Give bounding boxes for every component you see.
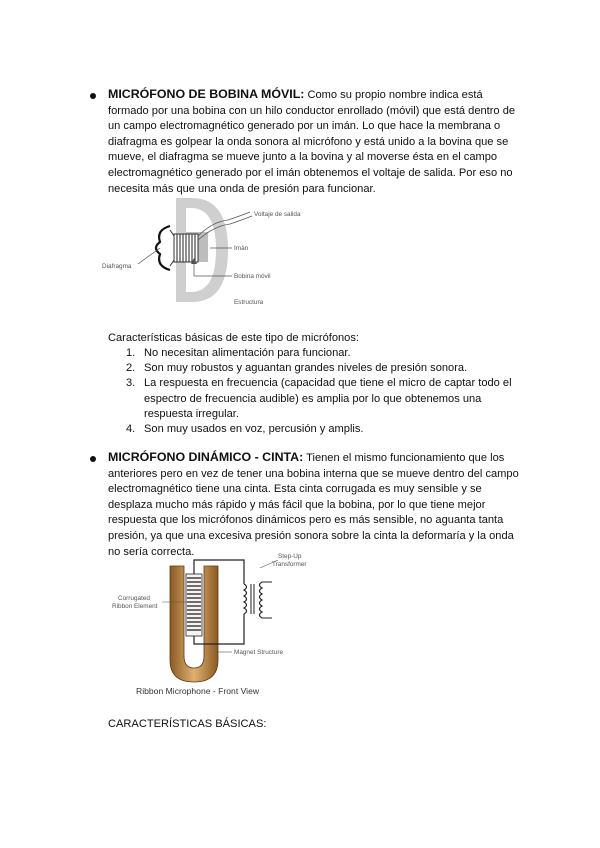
item-number: 2. [126, 362, 136, 375]
item-number: 4. [126, 423, 136, 436]
characteristics-list [108, 346, 528, 437]
ribbon-heading: MICRÓFONO DINÁMICO - CINTA: [108, 450, 304, 464]
moving-coil-diagram [100, 192, 310, 312]
moving-coil-diagram-svg [100, 192, 310, 312]
item-text: Son muy robustos y aguantan grandes niveles de presión sonora. [144, 362, 468, 375]
magnet-label: Imán [234, 245, 249, 252]
ribbon-figure-caption: Ribbon Microphone - Front View [136, 686, 260, 696]
section-moving-coil [92, 87, 522, 197]
item-number: 1. [126, 347, 136, 359]
voltage-output-label: Voltaje de salida [254, 211, 301, 218]
ribbon-diagram [110, 552, 310, 700]
diaphragm-shape [156, 226, 170, 270]
moving-coil-body: Como su propio nombre indica está formado por una bobina con un hilo conductor enrollado (móvil) que está dentro de un campo electromagnético generado por un imán. Lo que hace la membrana o diafragma es golpear la onda sonora al micrófono y está unido a la bovina que se mueve, el diafragma se mueve junto a la bovina y al moverse ésta en el campo electromagnético generado por el imán obtenemos el voltaje de salida. Por eso no necesita más que una onda de presión para funcionar. [108, 89, 516, 195]
item-text: No necesitan alimentación para funcionar. [144, 347, 351, 359]
item-text: La respuesta en frecuencia (capacidad que tiene el micro de captar todo el espectro de frecuencia audible) es amplia por lo que obtenemos una respuesta irregular. [144, 377, 512, 420]
transformer-secondary-coil [260, 582, 263, 618]
characteristics-title: Características básicas de este tipo de micrófonos: [108, 332, 359, 344]
magnet-structure-label: Magnet Structure [234, 649, 284, 656]
characteristic-item [108, 376, 528, 422]
caracteristicas-basicas-title: CARACTERÍSTICAS BÁSICAS: [108, 718, 267, 730]
ribbon-diagram-svg [110, 552, 310, 700]
characteristic-item [108, 422, 528, 437]
diaphragm-label: Diafragma [102, 263, 132, 270]
section-ribbon [92, 450, 522, 560]
bullet-marker [90, 93, 96, 99]
transformer-label: Transformer [272, 561, 307, 568]
characteristic-item [108, 361, 528, 376]
coil-windings [174, 234, 198, 262]
ribbon-body: Tienen el mismo funcionamiento que los anteriores pero en vez de tener una bobina interna que se mueve dentro del campo electromagnético tiene una cinta. Esta cinta corrugada es muy sensible y se desplaza mucho más rápido y más fácil que la bobina, por lo que tiene mejor respuesta que los micrófonos dinámicos pero es más sensible, no aguanta tanta presión, ya que una excesiva presión sonora sobre la cinta la deformaría y la onda no sería correcta. [108, 452, 519, 558]
moving-coil-paragraph [108, 87, 522, 197]
item-number: 3. [126, 377, 136, 390]
step-up-label: Step-Up [278, 553, 302, 560]
bullet-marker [90, 456, 96, 462]
characteristic-item [108, 346, 528, 361]
item-text: Son muy usados en voz, percusión y amplis. [144, 423, 364, 436]
coil-label: Bobina móvil [234, 273, 271, 280]
transformer-primary-coil [244, 584, 247, 614]
moving-coil-heading: MICRÓFONO DE BOBINA MÓVIL: [108, 87, 305, 101]
ribbon-paragraph [108, 450, 522, 560]
ribbon-element-label: Ribbon Element [112, 603, 158, 610]
ribbon-element [186, 574, 202, 636]
corrugated-label: Corrugated [118, 595, 150, 602]
structure-label: Estructura [234, 299, 264, 306]
